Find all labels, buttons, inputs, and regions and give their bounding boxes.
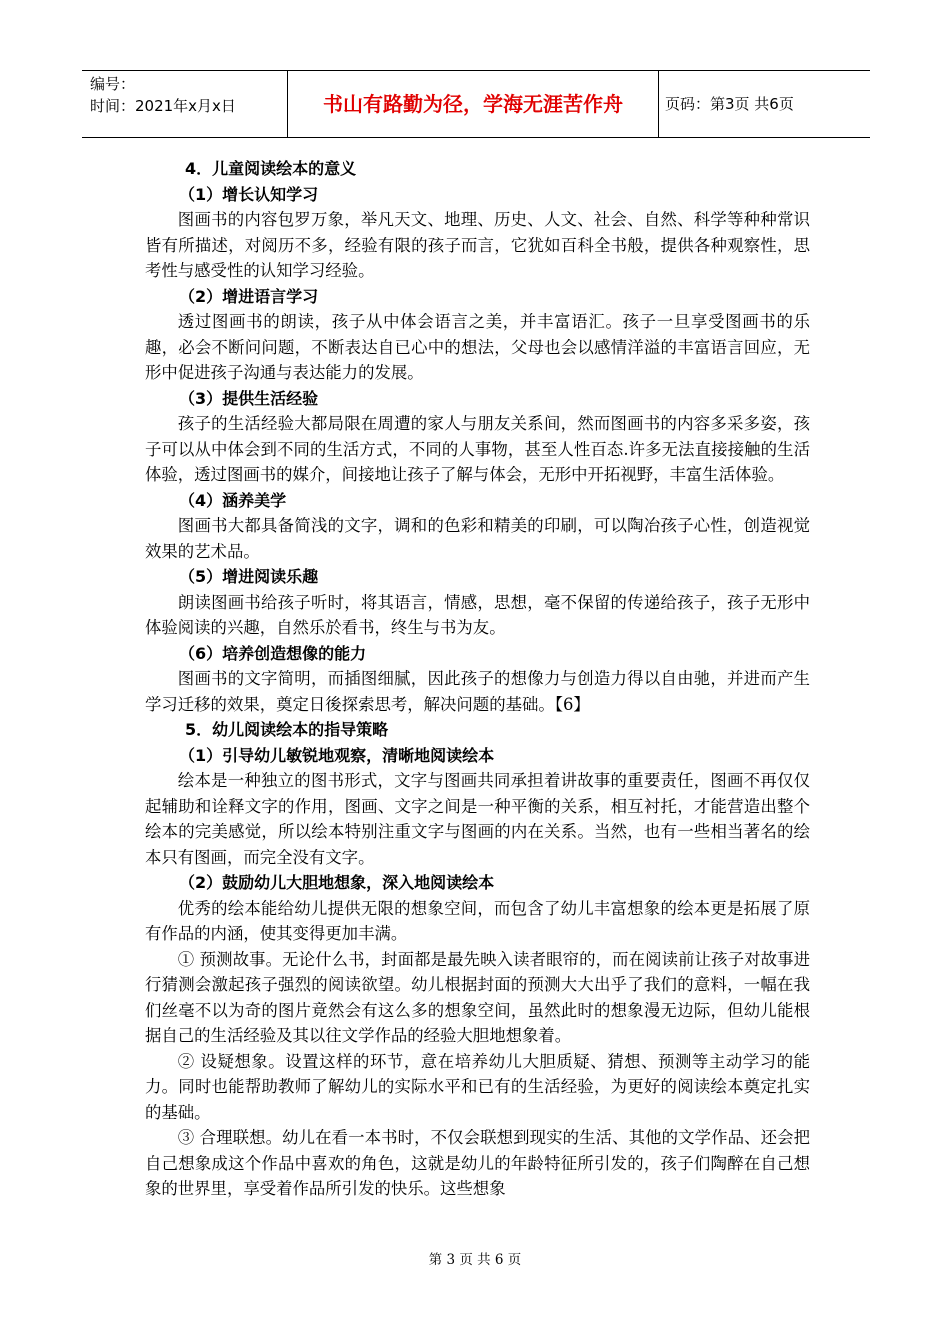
- subsection-heading: （2）增进语言学习: [179, 286, 319, 306]
- body-paragraph: ① 预测故事。无论什么书，封面都是最先映入读者眼帘的，而在阅读前让孩子对故事进行猜测会激起孩子强烈的阅读欲望。幼儿根据封面的预测大大出乎了我们的意料，一幅在我们丝毫不以为奇的图片竟然会有这么多的想象空间，虽然此时的想象漫无边际，但幼儿能根据自己的生活经验及其以往文学作品的经验大胆地想象着。: [145, 949, 810, 1045]
- subsection-heading: （5）增进阅读乐趣: [179, 567, 319, 586]
- section-heading: 5．幼儿阅读绘本的指导策略: [185, 720, 389, 739]
- subsection-heading: （2）鼓励幼儿大胆地想象，深入地阅读绘本: [179, 873, 495, 892]
- body-paragraph: 图画书的文字简明，而插图细腻，因此孩子的想像力与创造力得以自由驰，并进而产生学习迁移的效果，奠定日後探索思考，解决问题的基础。【6】: [145, 669, 810, 714]
- page-footer: 第 3 页 共 6 页: [428, 1252, 522, 1268]
- body-paragraph: 优秀的绘本能给幼儿提供无限的想象空间，而包含了幼儿丰富想象的绘本更是拓展了原有作品的内涵，使其变得更加丰满。: [145, 898, 810, 943]
- subsection-heading: （1）引导幼儿敏锐地观察，清晰地阅读绘本: [179, 745, 495, 765]
- number-label: 编号：: [90, 75, 136, 93]
- body-paragraph: 图画书大都具备简浅的文字，调和的色彩和精美的印刷，可以陶冶孩子心性，创造视觉效果的艺术品。: [145, 516, 810, 561]
- body-paragraph: 孩子的生活经验大都局限在周遭的家人与朋友关系间，然而图画书的内容多采多姿，孩子可以从中体会到不同的生活方式，不同的人事物，甚至人性百态.许多无法直接接触的生活体验，透过图画书的媒介，间接地让孩子了解与体会，无形中开拓视野，丰富生活体验。: [145, 414, 810, 484]
- header-page-info: 页码：第3页 共6页: [665, 95, 794, 113]
- body-paragraph: 朗读图画书给孩子听时，将其语言，情感，思想，毫不保留的传递给孩子，孩子无形中体验阅读的兴趣，自然乐於看书，终生与书为友。: [145, 592, 810, 637]
- time-label: 时间：2021年x月x日: [90, 97, 236, 115]
- body-paragraph: 透过图画书的朗读，孩子从中体会语言之美，并丰富语汇。孩子一旦享受图画书的乐趣，必会不断问问题，不断表达自已心中的想法，父母也会以感情洋溢的丰富语言回应，无形中促进孩子沟通与表达能力的发展。: [145, 312, 810, 382]
- document-body: [145, 156, 810, 1202]
- page-header: [82, 70, 870, 138]
- subsection-heading: （6）培养创造想像的能力: [179, 643, 367, 663]
- subsection-heading: （1）增长认知学习: [179, 184, 319, 204]
- body-paragraph: 绘本是一种独立的图书形式，文字与图画共同承担着讲故事的重要责任，图画不再仅仅起辅助和诠释文字的作用，图画、文字之间是一种平衡的关系，相互衬托，才能营造出整个绘本的完美感觉，所以绘本特别注重文字与图画的内在关系。当然，也有一些相当著名的绘本只有图画，而完全没有文字。: [145, 771, 810, 867]
- subsection-heading: （4）涵养美学: [179, 490, 287, 510]
- header-meta: [82, 71, 287, 137]
- body-paragraph: 图画书的内容包罗万象，举凡天文、地理、历史、人文、社会、自然、科学等种种常识皆有所描述，对阅历不多，经验有限的孩子而言，它犹如百科全书般，提供各种观察性，思考性与感受性的认知学习经验。: [145, 210, 810, 280]
- body-paragraph: ② 设疑想象。设置这样的环节，意在培养幼儿大胆质疑、猜想、预测等主动学习的能力。同时也能帮助教师了解幼儿的实际水平和已有的生活经验，为更好的阅读绘本奠定扎实的基础。: [145, 1051, 810, 1122]
- header-divider: [658, 71, 659, 137]
- subsection-heading: （3）提供生活经验: [179, 388, 319, 408]
- section-heading: 4．儿童阅读绘本的意义: [185, 159, 357, 178]
- body-paragraph: ③ 合理联想。幼儿在看一本书时，不仅会联想到现实的生活、其他的文学作品、还会把自己想象成这个作品中喜欢的角色，这就是幼儿的年龄特征所引发的，孩子们陶醉在自己想象的世界里，享受着作品所引发的快乐。这些想象: [145, 1128, 810, 1198]
- header-motto: 书山有路勤为径，学海无涯苦作舟: [323, 92, 623, 116]
